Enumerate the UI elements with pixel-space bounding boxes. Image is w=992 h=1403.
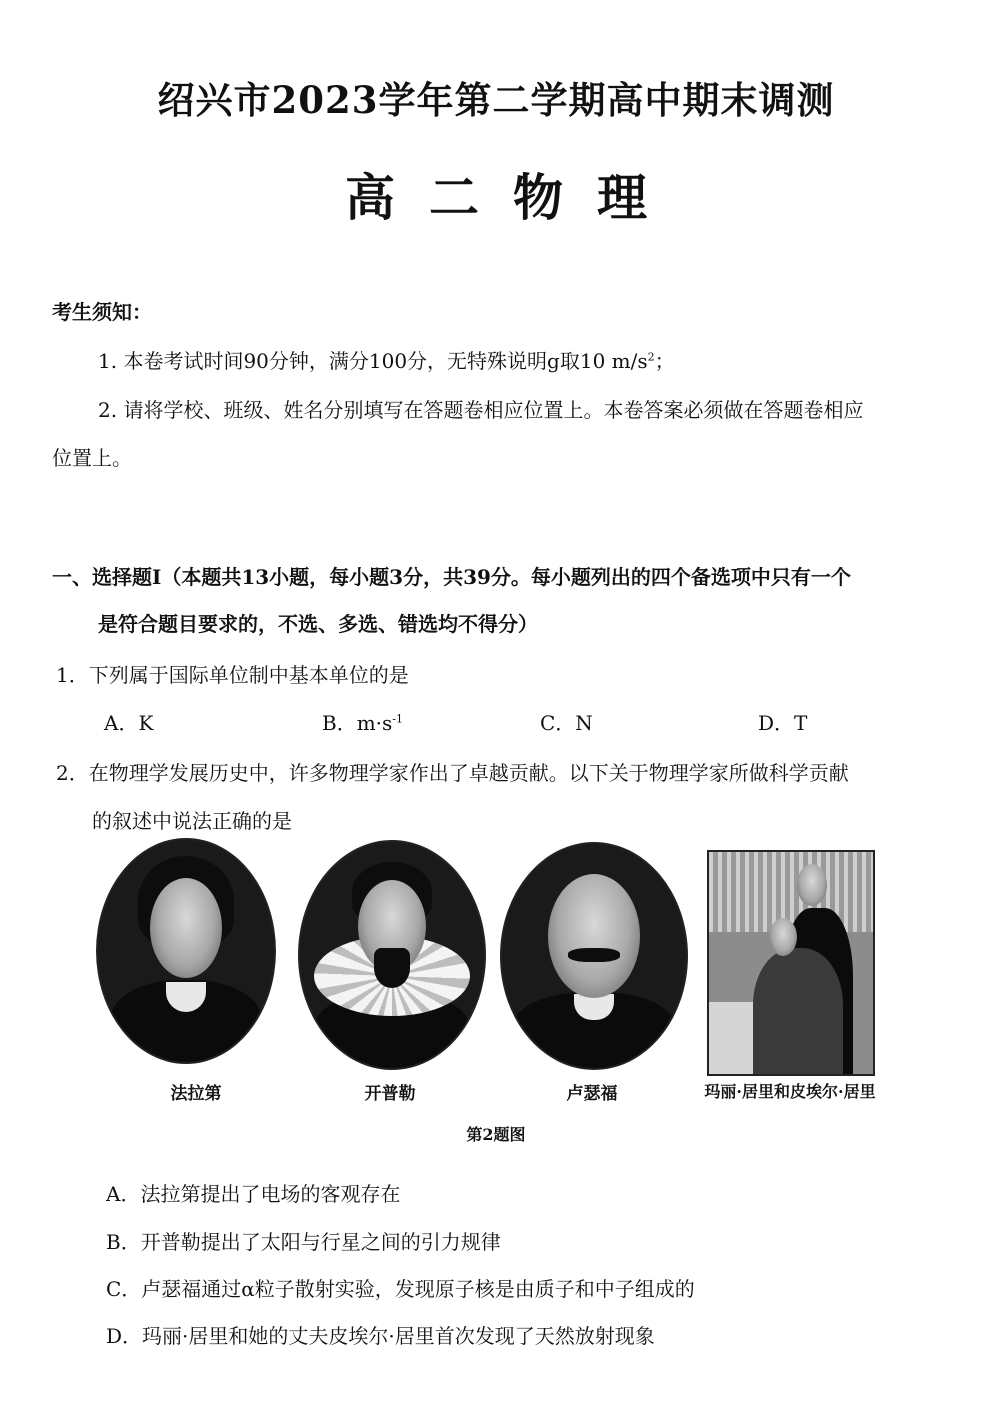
notice-item-2-line1: 2. 请将学校、班级、姓名分别填写在答题卷相应位置上。本卷答案必须做在答题卷相应 xyxy=(98,398,864,422)
notice-item-1-end: ； xyxy=(654,349,675,373)
q2-stem-line1: 2．在物理学发展历史中，许多物理学家作出了卓越贡献。以下关于物理学家所做科学贡献 xyxy=(56,761,849,785)
exam-title: 绍兴市2023学年第二学期高中期末调测 xyxy=(157,78,835,122)
notice-item-1 xyxy=(98,345,675,374)
q1-option-c: C．N xyxy=(540,711,593,735)
photo-curies xyxy=(707,850,875,1076)
q2-option-d: D．玛丽·居里和她的丈夫皮埃尔·居里首次发现了天然放射现象 xyxy=(106,1324,655,1348)
q1-option-a: A．K xyxy=(104,711,154,735)
caption-faraday: 法拉第 xyxy=(170,1084,222,1104)
q1-stem: 1．下列属于国际单位制中基本单位的是 xyxy=(56,663,409,687)
q2-option-c: C．卢瑟福通过α粒子散射实验，发现原子核是由质子和中子组成的 xyxy=(106,1277,695,1301)
q1-option-b-sup: -1 xyxy=(392,712,404,726)
notice-item-1-text: 1. 本卷考试时间90分钟，满分100分，无特殊说明g取10 m/s xyxy=(98,349,648,373)
notice-item-1-sup: 2 xyxy=(647,350,655,364)
q2-stem-line2: 的叙述中说法正确的是 xyxy=(92,809,292,833)
q1-option-b-text: B．m·s xyxy=(322,711,393,735)
section-1-heading-line2: 是符合题目要求的，不选、多选、错选均不得分） xyxy=(98,612,538,636)
portrait-kepler xyxy=(298,840,486,1070)
caption-kepler: 开普勒 xyxy=(364,1084,416,1104)
portrait-faraday xyxy=(96,838,276,1064)
caption-rutherford: 卢瑟福 xyxy=(566,1084,618,1104)
notice-heading: 考生须知： xyxy=(52,300,152,324)
q2-option-b: B．开普勒提出了太阳与行星之间的引力规律 xyxy=(106,1230,501,1254)
q2-option-a: A．法拉第提出了电场的客观存在 xyxy=(106,1182,401,1206)
figure-caption: 第2题图 xyxy=(466,1125,526,1144)
q1-option-b xyxy=(322,707,403,736)
caption-curies: 玛丽·居里和皮埃尔·居里 xyxy=(704,1082,876,1101)
q1-option-d: D．T xyxy=(758,711,808,735)
notice-item-2-line2: 位置上。 xyxy=(52,446,132,470)
portrait-rutherford xyxy=(500,842,688,1070)
section-1-heading-line1: 一、选择题I（本题共13小题，每小题3分，共39分。每小题列出的四个备选项中只有一个 xyxy=(52,565,851,589)
subject-title: 高二物理 xyxy=(345,168,681,227)
